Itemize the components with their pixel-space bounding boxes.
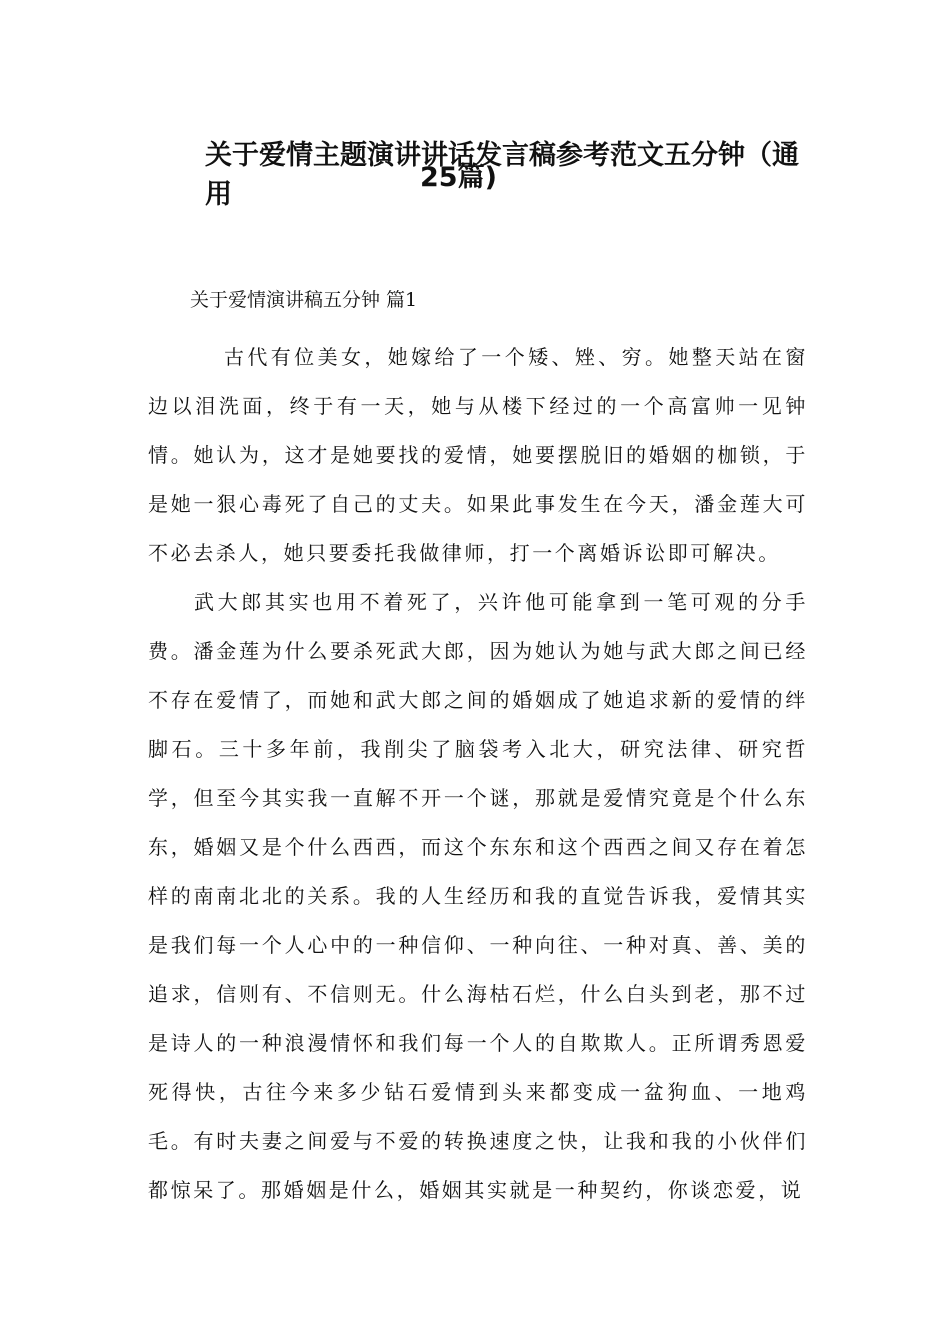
document-title-line-1: 关于爱情主题演讲讲话发言稿参考范文五分钟（通用 <box>205 140 799 210</box>
section-heading: 关于爱情演讲稿五分钟 篇1 <box>190 289 418 311</box>
document-title-line-2: 25篇) <box>420 162 497 193</box>
body-text <box>148 333 808 1215</box>
paragraph-2: 武大郎其实也用不着死了，兴许他可能拿到一笔可观的分手费。潘金莲为什么要杀死武大郎，因为她认为她与武大郎之间已经不存在爱情了，而她和武大郎之间的婚姻成了她追求新的爱情的绊脚石。三十多年前，我削尖了脑袋考入北大，研究法律、研究哲学，但至今其实我一直解不开一个谜，那就是爱情究竟是个什么东东，婚姻又是个什么西西，而这个东东和这个西西之间又存在着怎样的南南北北的关系。我的人生经历和我的直觉告诉我，爱情其实是我们每一个人心中的一种信仰、一种向往、一种对真、善、美的追求，信则有、不信则无。什么海枯石烂，什么白头到老，那不过是诗人的一种浪漫情怀和我们每一个人的自欺欺人。正所谓秀恩爱死得快，古往今来多少钻石爱情到头来都变成一盆狗血、一地鸡毛。有时夫妻之间爱与不爱的转换速度之快，让我和我的小伙伴们都惊呆了。那婚姻是什么，婚姻其实就是一种契约，你谈恋爱，说 <box>148 590 808 1202</box>
paragraph-1: 古代有位美女，她嫁给了一个矮、矬、穷。她整天站在窗边以泪洗面，终于有一天，她与从楼下经过的一个高富帅一见钟情。她认为，这才是她要找的爱情，她要摆脱旧的婚姻的枷锁，于是她一狠心毒死了自己的丈夫。如果此事发生在今天，潘金莲大可不必去杀人，她只要委托我做律师，打一个离婚诉讼即可解决。 <box>148 345 808 565</box>
